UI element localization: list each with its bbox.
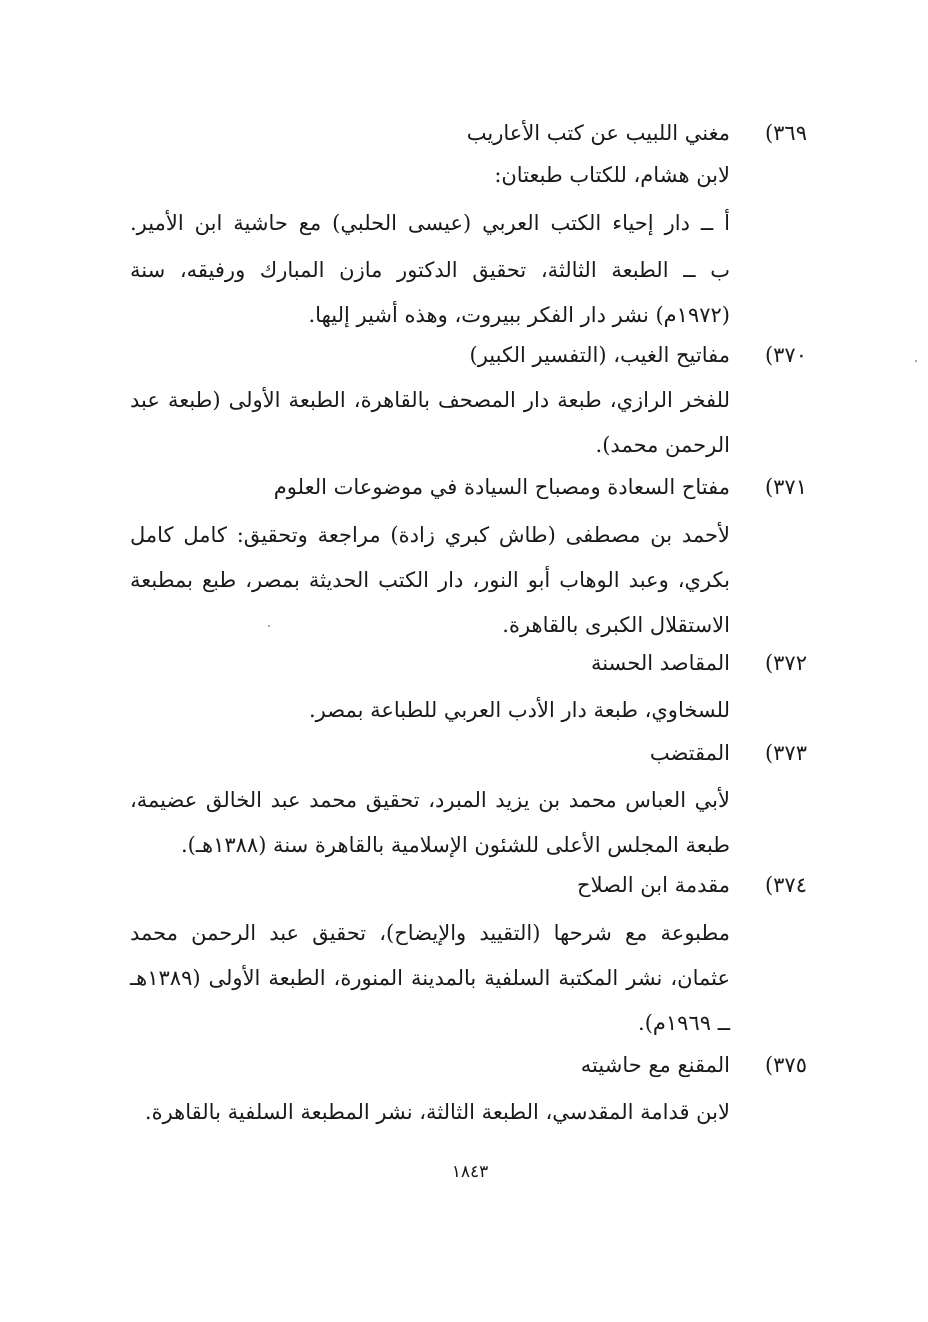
entry-number: ٣٧٠) — [764, 343, 807, 367]
entry-text-line: لابن هشام، للكتاب طبعتان: — [494, 163, 730, 187]
entry-title: المقنع مع حاشيته — [580, 1053, 730, 1077]
entry-number: ٣٧١) — [764, 475, 807, 499]
entry-text-line: (١٩٧٢م) نشر دار الفكر ببيروت، وهذه أشير إليها. — [308, 303, 730, 327]
entry-text-line: لأحمد بن مصطفى (طاش كبري زادة) مراجعة وتحقيق: كامل كامل — [130, 523, 730, 547]
entry-text-line: الرحمن محمد). — [595, 433, 730, 457]
entry-number: ٣٧٢) — [764, 651, 807, 675]
entry-number: ٣٦٩) — [764, 121, 807, 145]
entry-text-line: طبعة المجلس الأعلى للشئون الإسلامية بالقاهرة سنة (١٣٨٨هـ). — [180, 833, 730, 857]
entry-title: مغني اللبيب عن كتب الأعاريب — [466, 121, 730, 145]
entry-text-line: بكري، وعبد الوهاب أبو النور، دار الكتب الحديثة بمصر، طبع بمطبعة — [130, 568, 730, 592]
entry-text-line: لأبي العباس محمد بن يزيد المبرد، تحقيق محمد عبد الخالق عضيمة، — [130, 788, 730, 812]
entry-text-line: الاستقلال الكبرى بالقاهرة. — [502, 613, 730, 637]
entry-text-line: للفخر الرازي، طبعة دار المصحف بالقاهرة، الطبعة الأولى (طبعة عبد — [130, 388, 730, 412]
page-number: ١٨٤٣ — [451, 1162, 489, 1182]
scan-speck — [268, 625, 270, 627]
entry-title: مفاتيح الغيب، (التفسير الكبير) — [469, 343, 730, 367]
entry-text-line: لابن قدامة المقدسي، الطبعة الثالثة، نشر المطبعة السلفية بالقاهرة. — [144, 1100, 730, 1124]
entry-text-line: للسخاوي، طبعة دار الأدب العربي للطباعة بمصر. — [308, 698, 730, 722]
scan-speck — [915, 360, 917, 362]
entry-title: المقتضب — [649, 741, 730, 765]
entry-number: ٣٧٣) — [764, 741, 807, 765]
entry-text-line: ــ ١٩٦٩م). — [638, 1011, 730, 1035]
entry-text-line: ب ــ الطبعة الثالثة، تحقيق الدكتور مازن المبارك ورفيقه، سنة — [130, 258, 730, 282]
entry-text-line: مطبوعة مع شرحها (التقييد والإيضاح)، تحقيق عبد الرحمن محمد — [130, 921, 730, 945]
entry-title: مفتاح السعادة ومصباح السيادة في موضوعات العلوم — [273, 475, 730, 499]
entry-text-line: أ ــ دار إحياء الكتب العربي (عيسى الحلبي) مع حاشية ابن الأمير. — [130, 211, 730, 235]
entry-number: ٣٧٤) — [764, 873, 807, 897]
entry-text-line: عثمان، نشر المكتبة السلفية بالمدينة المنورة، الطبعة الأولى (١٣٨٩هـ — [130, 966, 730, 990]
entry-title: المقاصد الحسنة — [590, 651, 730, 675]
entry-title: مقدمة ابن الصلاح — [577, 873, 730, 897]
entry-number: ٣٧٥) — [764, 1053, 807, 1077]
